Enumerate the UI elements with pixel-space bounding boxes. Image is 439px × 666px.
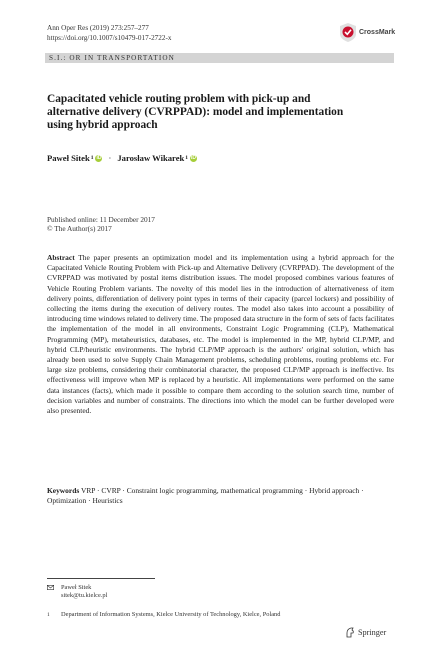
author-affiliation-ref: 1 [90,155,94,161]
contact-name: Paweł Sitek [61,584,92,591]
orcid-icon[interactable]: iD [96,154,102,161]
section-banner [45,53,394,63]
crossmark-icon [340,23,356,42]
orcid-icon[interactable]: iD [191,154,197,161]
article-title: Capacitated vehicle routing problem with pick-up and alternative delivery (CVRPPAD): model and implementation using hybrid approach [47,93,344,132]
contact-email[interactable]: sitek@tu.kielce.pl [61,592,108,600]
doi-link[interactable]: https://doi.org/10.1007/s10479-017-2722-x [47,33,172,42]
journal-citation: Ann Oper Res (2019) 273:257–277 [47,24,149,32]
affiliation-number: 1 [47,612,50,618]
author-name[interactable]: Jarosław Wikarek [117,153,185,163]
crossmark-label: CrossMark [359,29,396,36]
crossmark-badge[interactable] [340,23,395,42]
section-label: S.I.: OR IN TRANSPORTATION [49,54,175,62]
journal-header [47,24,171,43]
publication-info [47,215,155,233]
keywords-label: Keywords [47,486,80,495]
author-list [47,153,197,163]
corresponding-author [47,584,107,601]
copyright-notice: © The Author(s) 2017 [47,224,112,234]
published-date: Published online: 11 December 2017 [47,215,155,224]
footnote-divider [47,578,155,579]
author-affiliation-ref: 1 [185,155,189,161]
springer-horse-icon [345,627,355,638]
affiliation-footnote [47,611,280,619]
author-separator: · [108,153,112,163]
abstract [47,253,394,416]
author-name[interactable]: Paweł Sitek [47,153,90,163]
keywords-text: VRP · CVRP · Constraint logic programming, mathematical programming · Hybrid approach · Optimization · Heuristics [47,486,364,506]
publisher-name: Springer [358,628,387,637]
springer-logo[interactable] [345,627,386,638]
keywords [47,486,394,506]
envelope-icon [47,585,54,590]
abstract-text: The paper presents an optimization model and its implementation using a hybrid approach for the Capacitated Vehicle Routing Problem with Pick-up and Alternative Delivery (CVRPPAD). The development of the CVRPPAD was motivated by postal items distribution issues. The model proposed combines various features of Vehicle Routing Problem variants. The novelty of this model lies in the introduction of alternativeness of item delivery points, differentiation of delivery point types in terms of their capacity (parcel lockers) and possibility of collecting the items during the execution of delivery routes. The model also takes into account a possibility of introducing time windows related to delivery time. The proposed data structure in the form of sets of facts facilitates the implementation of the model in all environments, Constraint Logic Programming (CLP), Mathematical Programming (MP), metaheuristics, databases, etc. The model is implemented in the MP, hybrid CLP/MP, and hybrid CLP/heuristic environments. The hybrid CLP/MP approach is the authors' original solution, which has already been used to solve Supply Chain Management problems, scheduling problems, routing problems etc. For large size problems, considering their combinatorial character, the proposed CLP/MP approach is ineffective. Its effectiveness will improve when MP is replaced by a heuristic. All implementations were performed on the same data instances (facts), which made it possible to compare them according to the solution search time, number of decision variables and number of constraints. The directions into which the model can be further developed were also presented. [47,253,395,416]
affiliation-text: Department of Information Systems, Kielce University of Technology, Kielce, Poland [61,611,281,618]
abstract-label: Abstract [47,253,75,262]
